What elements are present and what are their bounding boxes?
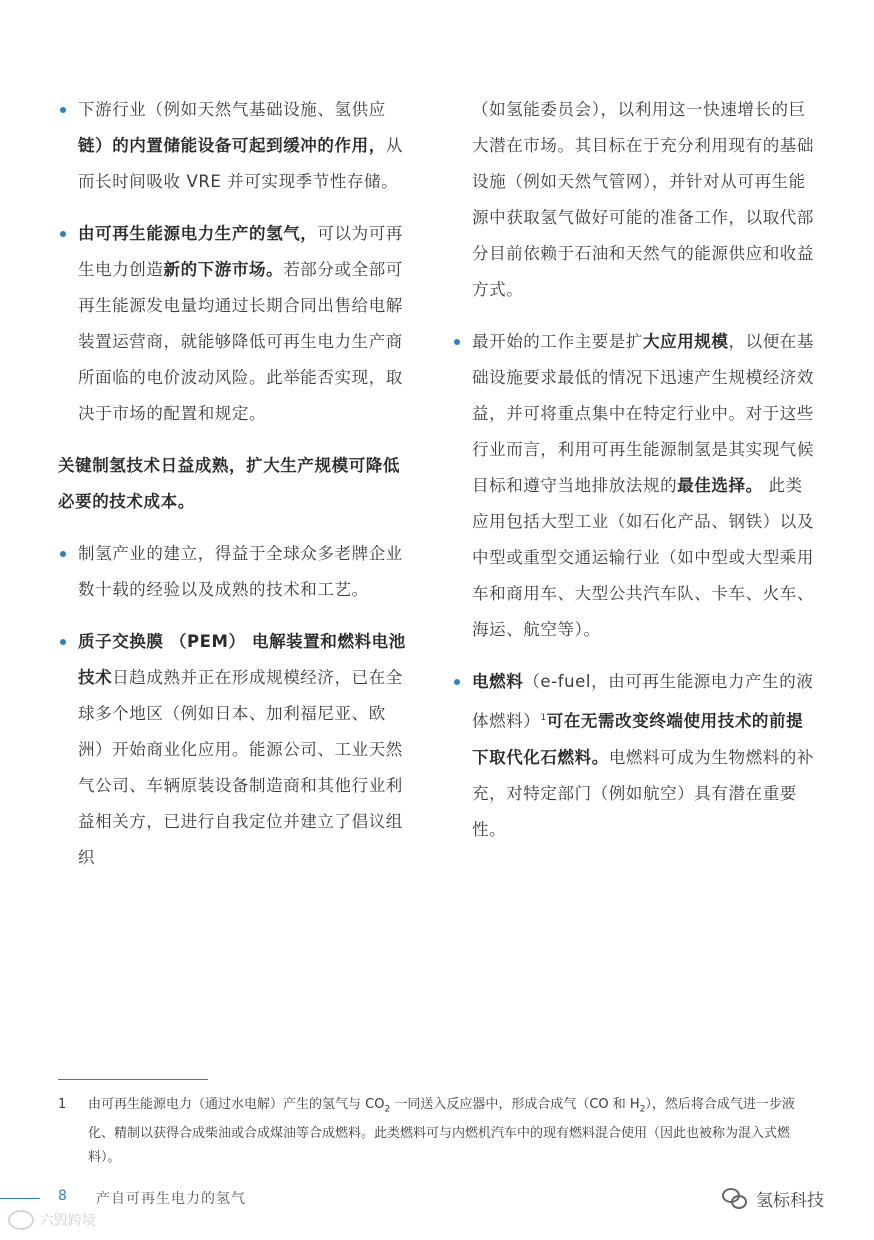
list-item: 最开始的工作主要是扩大应用规模，以便在基础设施要求最低的情况下迅速产生规模经济效益，并可将重点集中在特定行业中。对于这些行业而言，利用可再生能源制氢是其实现气候目标和遵守当地排放法规的最佳选择。 此类应用包括大型工业（如石化产品、钢铁）以及中型或重型交通运输行业（如中型或大型乘用车和商用车、大型公共汽车队、卡车、火车、海运、航空等）。 <box>452 324 816 648</box>
list-item: 质子交换膜 （PEM） 电解装置和燃料电池技术日趋成熟并正在形成规模经济，已在全球多个地区（例如日本、加利福尼亚、欧洲）开始商业化应用。能源公司、工业天然气公司、车辆原装设备制造商和其他行业利益相关方，已进行自我定位并建立了倡议组织 <box>58 624 410 876</box>
footer-line <box>0 1198 40 1199</box>
left-column <box>58 92 410 892</box>
footnote-number: 1 <box>58 1097 67 1112</box>
page-number: 8 <box>58 1188 67 1204</box>
bullet-dot <box>60 107 66 113</box>
wechat-icon <box>722 1188 748 1210</box>
section-heading: 关键制氢技术日益成熟，扩大生产规模可降低必要的技术成本。 <box>58 456 400 511</box>
watermark-logo-icon <box>8 1210 34 1230</box>
list-item: 由可再生能源电力生产的氢气，可以为可再生电力创造新的下游市场。若部分或全部可再生能源发电量均通过长期合同出售给电解装置运营商，就能够降低可再生电力生产商所面临的电价波动风险。此举能否实现，取决于市场的配置和规定。 <box>58 216 410 432</box>
list-item: 电燃料（e-fuel，由可再生能源电力产生的液体燃料）$^1$可在无需改变终端使用技术的前提下取代化石燃料。电燃料可成为生物燃料的补充，对特定部门（例如航空）具有潜在重要性。 <box>452 664 816 848</box>
list-item-continuation: （如氢能委员会），以利用这一快速增长的巨大潜在市场。其目标在于充分利用现有的基础设施（例如天然气管网），并针对从可再生能源中获取氢气做好可能的准备工作，以取代部分目前依赖于石油和天然气的能源供应和收益方式。 <box>472 100 814 299</box>
footnote <box>58 1093 818 1170</box>
footer-title: 产自可再生电力的氢气 <box>96 1191 246 1207</box>
watermark-left <box>8 1210 96 1230</box>
bullet-dot <box>454 679 460 685</box>
footnote-ref: 1 <box>540 713 547 723</box>
watermark-text: 氢标科技 <box>756 1191 824 1211</box>
bullet-dot <box>60 231 66 237</box>
bullet-dot <box>60 551 66 557</box>
watermark-text: 六毁跨境 <box>40 1213 96 1229</box>
footnote-divider <box>58 1079 208 1080</box>
list-item: 制氢产业的建立，得益于全球众多老牌企业数十载的经验以及成熟的技术和工艺。 <box>58 536 410 608</box>
right-column <box>452 92 816 864</box>
bullet-dot <box>454 339 460 345</box>
footnote-text: 由可再生能源电力（通过水电解）产生的氢气与 $CO_2$ 一同送入反应器中，形成合成气（CO 和 $H_2$），然后将合成气进一步液化、精制以获得合成柴油或合成煤油等合成燃料。此类燃料可与内燃机汽车中的现有燃料混合使用（因此也被称为混入式燃料）。 <box>88 1097 795 1165</box>
watermark-right <box>722 1186 824 1211</box>
bullet-dot <box>60 639 66 645</box>
list-item: 下游行业（例如天然气基础设施、氢供应链）的内置储能设备可起到缓冲的作用，从而长时间吸收 VRE 并可实现季节性存储。 <box>58 92 410 200</box>
